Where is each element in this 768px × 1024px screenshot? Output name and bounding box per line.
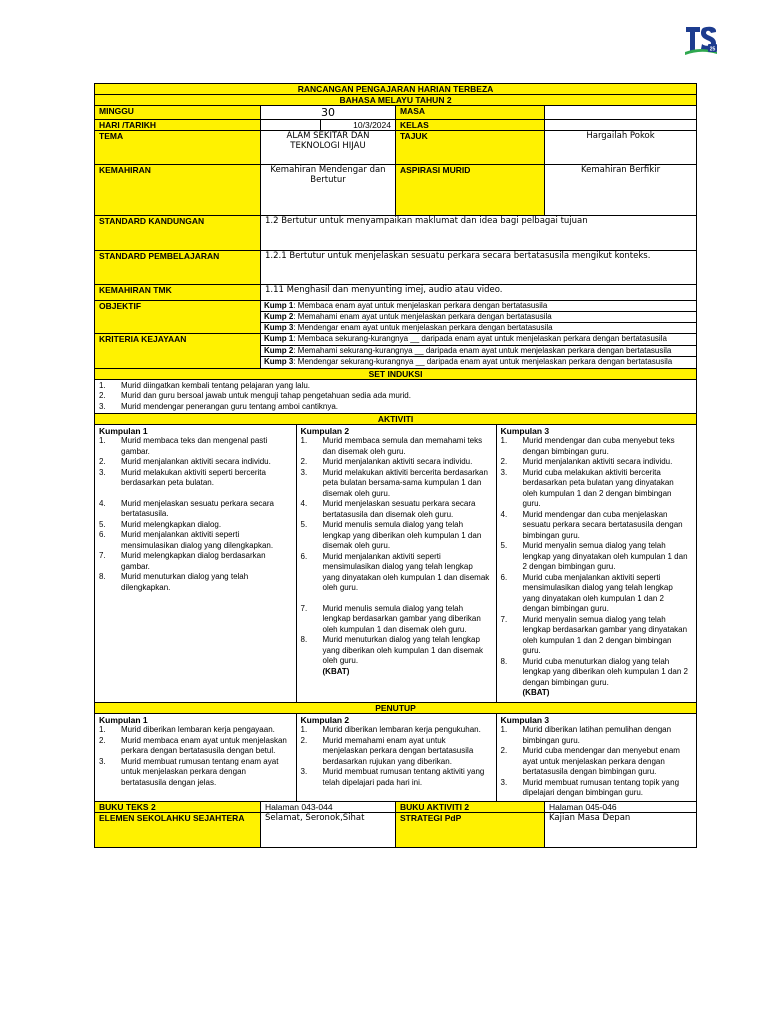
list-item: 2. Murid cuba mendengar dan menyebut enam ayat untuk menjelaskan perkara dengan bertatasusila dengan bimbingan guru.	[500, 746, 680, 776]
hari-tarikh-label: HARI /TARIKH	[95, 120, 261, 131]
penutup-kumpulan-1: Kumpulan 1 1. Murid diberikan lembaran kerja pengayaan. 2. Murid membaca enam ayat untuk menjelaskan perkara dengan bertatasusila dengan betul. 3. Murid membuat rumusan tentang enam ayat untuk menjelaskan perkara dengan bertatasusila dengan jelas.	[95, 714, 296, 801]
buku-aktiviti-value: Halaman 045-046	[545, 801, 697, 812]
list-item: 8. Murid cuba menuturkan dialog yang telah lengkap yang diberikan oleh kumpulan 1 dan 2 dengan bimbingan guru.	[500, 656, 688, 687]
list-item: 1. Murid membaca teks dan mengenal pasti gambar.	[99, 436, 268, 456]
tema-value: ALAM SEKITAR DAN TEKNOLOGI HIJAU	[261, 131, 396, 165]
list-item: 3. Murid cuba melakukan aktiviti bercerita berdasarkan peta bulatan yang dinyatakan oleh kumpulan 1 dan 2 dengan bimbingan guru.	[500, 467, 674, 508]
set-induksi-list	[95, 379, 697, 414]
aktiviti-kumpulan-1: Kumpulan 1 1. Murid membaca teks dan mengenal pasti gambar. 2. Murid menjalankan aktiviti secara individu. 3. Murid melakukan aktiviti seperti bercerita berdasarkan peta bulatan. 4. Murid menjelaskan sesuatu perkara secara bertatasusila. 5. Murid melengkapkan dialog. 6. Murid menjalankan aktiviti seperti mensimulasikan dialog yang dilengkapkan. 7. Murid melengkapkan dialog berdasarkan gambar. 8. Murid menuturkan dialog yang telah dilengkapkan.	[95, 425, 296, 702]
standard-pembelajaran-value: 1.2.1 Bertutur untuk menjelaskan sesuatu perkara secara bertatasusila mengikut konteks.	[261, 251, 697, 285]
list-item: 2. Murid menjalankan aktiviti secara individu.	[500, 457, 673, 466]
kriteria-item: Kump 1: Membaca sekurang-kurangnya __ daripada enam ayat untuk menjelaskan perkara dengan bertatasusila	[261, 334, 696, 346]
kemahiran-value: Kemahiran Mendengar dan Bertutur	[261, 165, 396, 216]
kelas-label: KELAS	[396, 120, 545, 131]
standard-pembelajaran-label: STANDARD PEMBELAJARAN	[95, 251, 261, 285]
list-item: 2. Murid menjalankan aktiviti secara individu.	[99, 457, 271, 466]
kemahiran-tmk-label: KEMAHIRAN TMK	[95, 285, 261, 301]
list-item: 1. Murid diberikan lembaran kerja pengukuhan.	[300, 725, 481, 734]
objektif-item: Kump 2: Memahami enam ayat untuk menjelaskan perkara dengan bertatasusila	[261, 312, 696, 323]
elemen-sekolahku-value: Selamat, Seronok,Sihat	[261, 812, 396, 847]
objektif-label: OBJEKTIF	[95, 301, 261, 334]
buku-teks-value: Halaman 043-044	[261, 801, 396, 812]
buku-aktiviti-label: BUKU AKTIVITI 2	[396, 801, 545, 812]
list-item: 1. Murid diberikan lembaran kerja pengayaan.	[99, 725, 275, 734]
list-item: 1. Murid diberikan latihan pemulihan dengan bimbingan guru.	[500, 725, 672, 745]
ts25-logo-icon	[683, 22, 719, 56]
kbat-label: (KBAT)	[522, 688, 550, 697]
kriteria-item: Kump 2: Memahami sekurang-kurangnya __ daripada enam ayat untuk menjelaskan perkara dengan bertatasusila	[261, 346, 696, 358]
list-item: 1. Murid membaca semula dan memahami teks dan disemak oleh guru.	[300, 436, 483, 456]
penutup-kumpulan-3: Kumpulan 3 1. Murid diberikan latihan pemulihan dengan bimbingan guru. 2. Murid cuba mendengar dan menyebut enam ayat untuk menjelaskan perkara dengan bertatasusila dengan bimbingan guru. 3. Murid membuat rumusan tentang topik yang dipelajari dengan bimbingan guru.	[496, 714, 695, 801]
tema-label: TEMA	[95, 131, 261, 165]
list-item: 3. Murid membuat rumusan tentang enam ayat untuk menjelaskan perkara dengan bertatasusila dengan jelas.	[99, 756, 279, 787]
aspirasi-label: ASPIRASI MURID	[396, 165, 545, 216]
kriteria-kejayaan-label: KRITERIA KEJAYAAN	[95, 334, 261, 369]
set-induksi-header: SET INDUKSI	[95, 368, 697, 379]
list-item: 3. Murid melakukan aktiviti seperti bercerita berdasarkan peta bulatan.	[99, 467, 266, 487]
list-item: 4. Murid menjelaskan sesuatu perkara secara bertatasusila.	[99, 498, 274, 518]
list-item: 3. Murid membuat rumusan tentang topik yang dipelajari dengan bimbingan guru.	[500, 777, 680, 797]
list-item: 5. Murid menyalin semua dialog yang telah lengkap yang dinyatakan oleh kumpulan 1 dan 2 dengan bimbingan guru.	[500, 541, 688, 571]
tajuk-label: TAJUK	[396, 131, 545, 165]
objektif-item: Kump 3: Mendengar enam ayat untuk menjelaskan perkara dengan bertatasusila	[264, 323, 553, 332]
masa-value	[545, 106, 697, 120]
minggu-value: 30	[261, 106, 396, 120]
objektif-item: Kump 1: Membaca enam ayat untuk menjelaskan perkara dengan bertatasusila	[261, 301, 696, 312]
aspirasi-value: Kemahiran Berfikir	[545, 165, 697, 216]
list-item: 1. Murid mendengar dan cuba menyebut teks dengan bimbingan guru.	[500, 436, 675, 456]
list-item: 8. Murid menuturkan dialog yang telah lengkap yang diberikan oleh kumpulan 1 dan disemak oleh guru.	[300, 635, 484, 665]
list-item: 7. Murid menyalin semua dialog yang telah lengkap berdasarkan gambar yang dinyatakan oleh kumpulan 1 dan 2 dengan bimbingan guru.	[500, 614, 688, 655]
kelas-value	[545, 120, 697, 131]
list-item: 6. Murid menjalankan aktiviti seperti mensimulasikan dialog yang telah lengkap yang dinyatakan oleh kumpulan 1 dan disemak oleh guru.	[300, 551, 490, 592]
list-item: 6. Murid cuba menjalankan aktiviti seperti mensimulasikan dialog yang telah lengkap yang dinyatakan oleh kumpulan 1 dan 2 dengan bimbingan guru.	[500, 572, 673, 613]
list-item: 2. Murid memahami enam ayat untuk menjelaskan perkara dengan bertatasusila berdasarkan rujukan yang diberikan.	[300, 735, 474, 766]
list-item: 5. Murid menulis semula dialog yang telah lengkap yang diberikan oleh kumpulan 1 dan disemak oleh guru.	[300, 520, 482, 550]
list-item: 3. Murid mendengar penerangan guru tentang amboi cantiknya.	[99, 401, 339, 411]
elemen-sekolahku-label: ELEMEN SEKOLAHKU SEJAHTERA	[95, 812, 261, 847]
penutup-kumpulan-2: Kumpulan 2 1. Murid diberikan lembaran kerja pengukuhan. 2. Murid memahami enam ayat untuk menjelaskan perkara dengan bertatasusila berdasarkan rujukan yang diberikan. 3. Murid membuat rumusan tentang aktiviti yang telah dipelajari pada hari ini.	[296, 714, 496, 801]
kriteria-item: Kump 3: Mendengar sekurang-kurangnya __ daripada enam ayat untuk menjelaskan perkara dengan bertatasusila	[264, 357, 673, 366]
list-item: 5. Murid melengkapkan dialog.	[99, 519, 222, 529]
minggu-label: MINGGU	[95, 106, 261, 120]
list-item: 3. Murid membuat rumusan tentang aktiviti yang telah dipelajari pada hari ini.	[300, 767, 485, 787]
buku-teks-label: BUKU TEKS 2	[95, 801, 261, 812]
kbat-label: (KBAT)	[322, 666, 350, 676]
list-item: 2. Murid dan guru bersoal jawab untuk menguji tahap pengetahuan sedia ada murid.	[99, 391, 411, 400]
list-item: 3. Murid melakukan aktiviti bercerita berdasarkan peta bulatan bersama-sama kumpulan 1 dan disemak oleh guru.	[300, 467, 488, 498]
list-item: 2. Murid menjalankan aktiviti secara individu.	[300, 457, 473, 466]
list-item: 4. Murid mendengar dan cuba menjelaskan sesuatu perkara secara bertatasusila dengan bimbingan guru.	[500, 509, 683, 540]
page-title: RANCANGAN PENGAJARAN HARIAN TERBEZA	[95, 84, 697, 95]
lesson-plan-table	[94, 83, 696, 848]
list-item: 1. Murid diingatkan kembali tentang pelajaran yang lalu.	[99, 380, 311, 390]
list-item: 7. Murid menulis semula dialog yang telah lengkap berdasarkan gambar yang diberikan oleh kumpulan 1 dan disemak oleh guru.	[300, 603, 481, 634]
svg-text:25: 25	[709, 46, 716, 53]
list-item: 4. Murid menjelaskan sesuatu perkara secara bertatasusila dan disemak oleh guru.	[300, 499, 476, 519]
kemahiran-tmk-value: 1.11 Menghasil dan menyunting imej, audio atau video.	[261, 285, 697, 301]
page-subtitle: BAHASA MELAYU TAHUN 2	[95, 95, 697, 106]
penutup-header: PENUTUP	[95, 703, 697, 714]
tarikh-value: 10/3/2024	[321, 120, 396, 131]
list-item: 6. Murid menjalankan aktiviti seperti mensimulasikan dialog yang dilengkapkan.	[99, 530, 274, 550]
aktiviti-kumpulan-3: Kumpulan 3 1. Murid mendengar dan cuba menyebut teks dengan bimbingan guru. 2. Murid menjalankan aktiviti secara individu. 3. Murid cuba melakukan aktiviti bercerita berdasarkan peta bulatan yang dinyatakan oleh kumpulan 1 dan 2 dengan bimbingan guru. 4. Murid mendengar dan cuba menjelaskan sesuatu perkara secara bertatasusila dengan bimbingan guru. 5. Murid menyalin semua dialog yang telah lengkap yang dinyatakan oleh kumpulan 1 dan 2 dengan bimbingan guru. 6. Murid cuba menjalankan aktiviti seperti mensimulasikan dialog yang telah lengkap yang dinyatakan oleh kumpulan 1 dan 2 dengan bimbingan guru. 7. Murid menyalin semua dialog yang telah lengkap berdasarkan gambar yang dinyatakan oleh kumpulan 1 dan 2 dengan bimbingan guru. 8. Murid cuba menuturkan dialog yang telah lengkap yang diberikan oleh kumpulan 1 dan 2 dengan bimbingan guru. (KBAT)	[496, 425, 695, 702]
list-item: 2. Murid membaca enam ayat untuk menjelaskan perkara dengan bertatasusila dengan betul.	[99, 735, 287, 755]
standard-kandungan-value: 1.2 Bertutur untuk menyampaikan maklumat dan idea bagi pelbagai tujuan	[261, 216, 697, 251]
strategi-pdp-label: STRATEGI PdP	[396, 812, 545, 847]
aktiviti-kumpulan-2: Kumpulan 2 1. Murid membaca semula dan memahami teks dan disemak oleh guru. 2. Murid menjalankan aktiviti secara individu. 3. Murid melakukan aktiviti bercerita berdasarkan peta bulatan bersama-sama kumpulan 1 dan disemak oleh guru. 4. Murid menjelaskan sesuatu perkara secara bertatasusila dan disemak oleh guru. 5. Murid menulis semula dialog yang telah lengkap yang diberikan oleh kumpulan 1 dan disemak oleh guru. 6. Murid menjalankan aktiviti seperti mensimulasikan dialog yang telah lengkap yang dinyatakan oleh kumpulan 1 dan disemak oleh guru. 7. Murid menulis semula dialog yang telah lengkap berdasarkan gambar yang diberikan oleh kumpulan 1 dan disemak oleh guru. 8. Murid menuturkan dialog yang telah lengkap yang diberikan oleh kumpulan 1 dan disemak oleh guru. (KBAT)	[296, 425, 496, 702]
strategi-pdp-value: Kajian Masa Depan	[545, 812, 697, 847]
kemahiran-label: KEMAHIRAN	[95, 165, 261, 216]
standard-kandungan-label: STANDARD KANDUNGAN	[95, 216, 261, 251]
list-item: 7. Murid melengkapkan dialog berdasarkan gambar.	[99, 551, 266, 571]
list-item: 8. Murid menuturkan dialog yang telah dilengkapkan.	[99, 572, 249, 592]
hari-value	[261, 120, 321, 131]
tajuk-value: Hargailah Pokok	[545, 131, 697, 165]
aktiviti-header: AKTIVITI	[95, 414, 697, 425]
masa-label: MASA	[396, 106, 545, 120]
